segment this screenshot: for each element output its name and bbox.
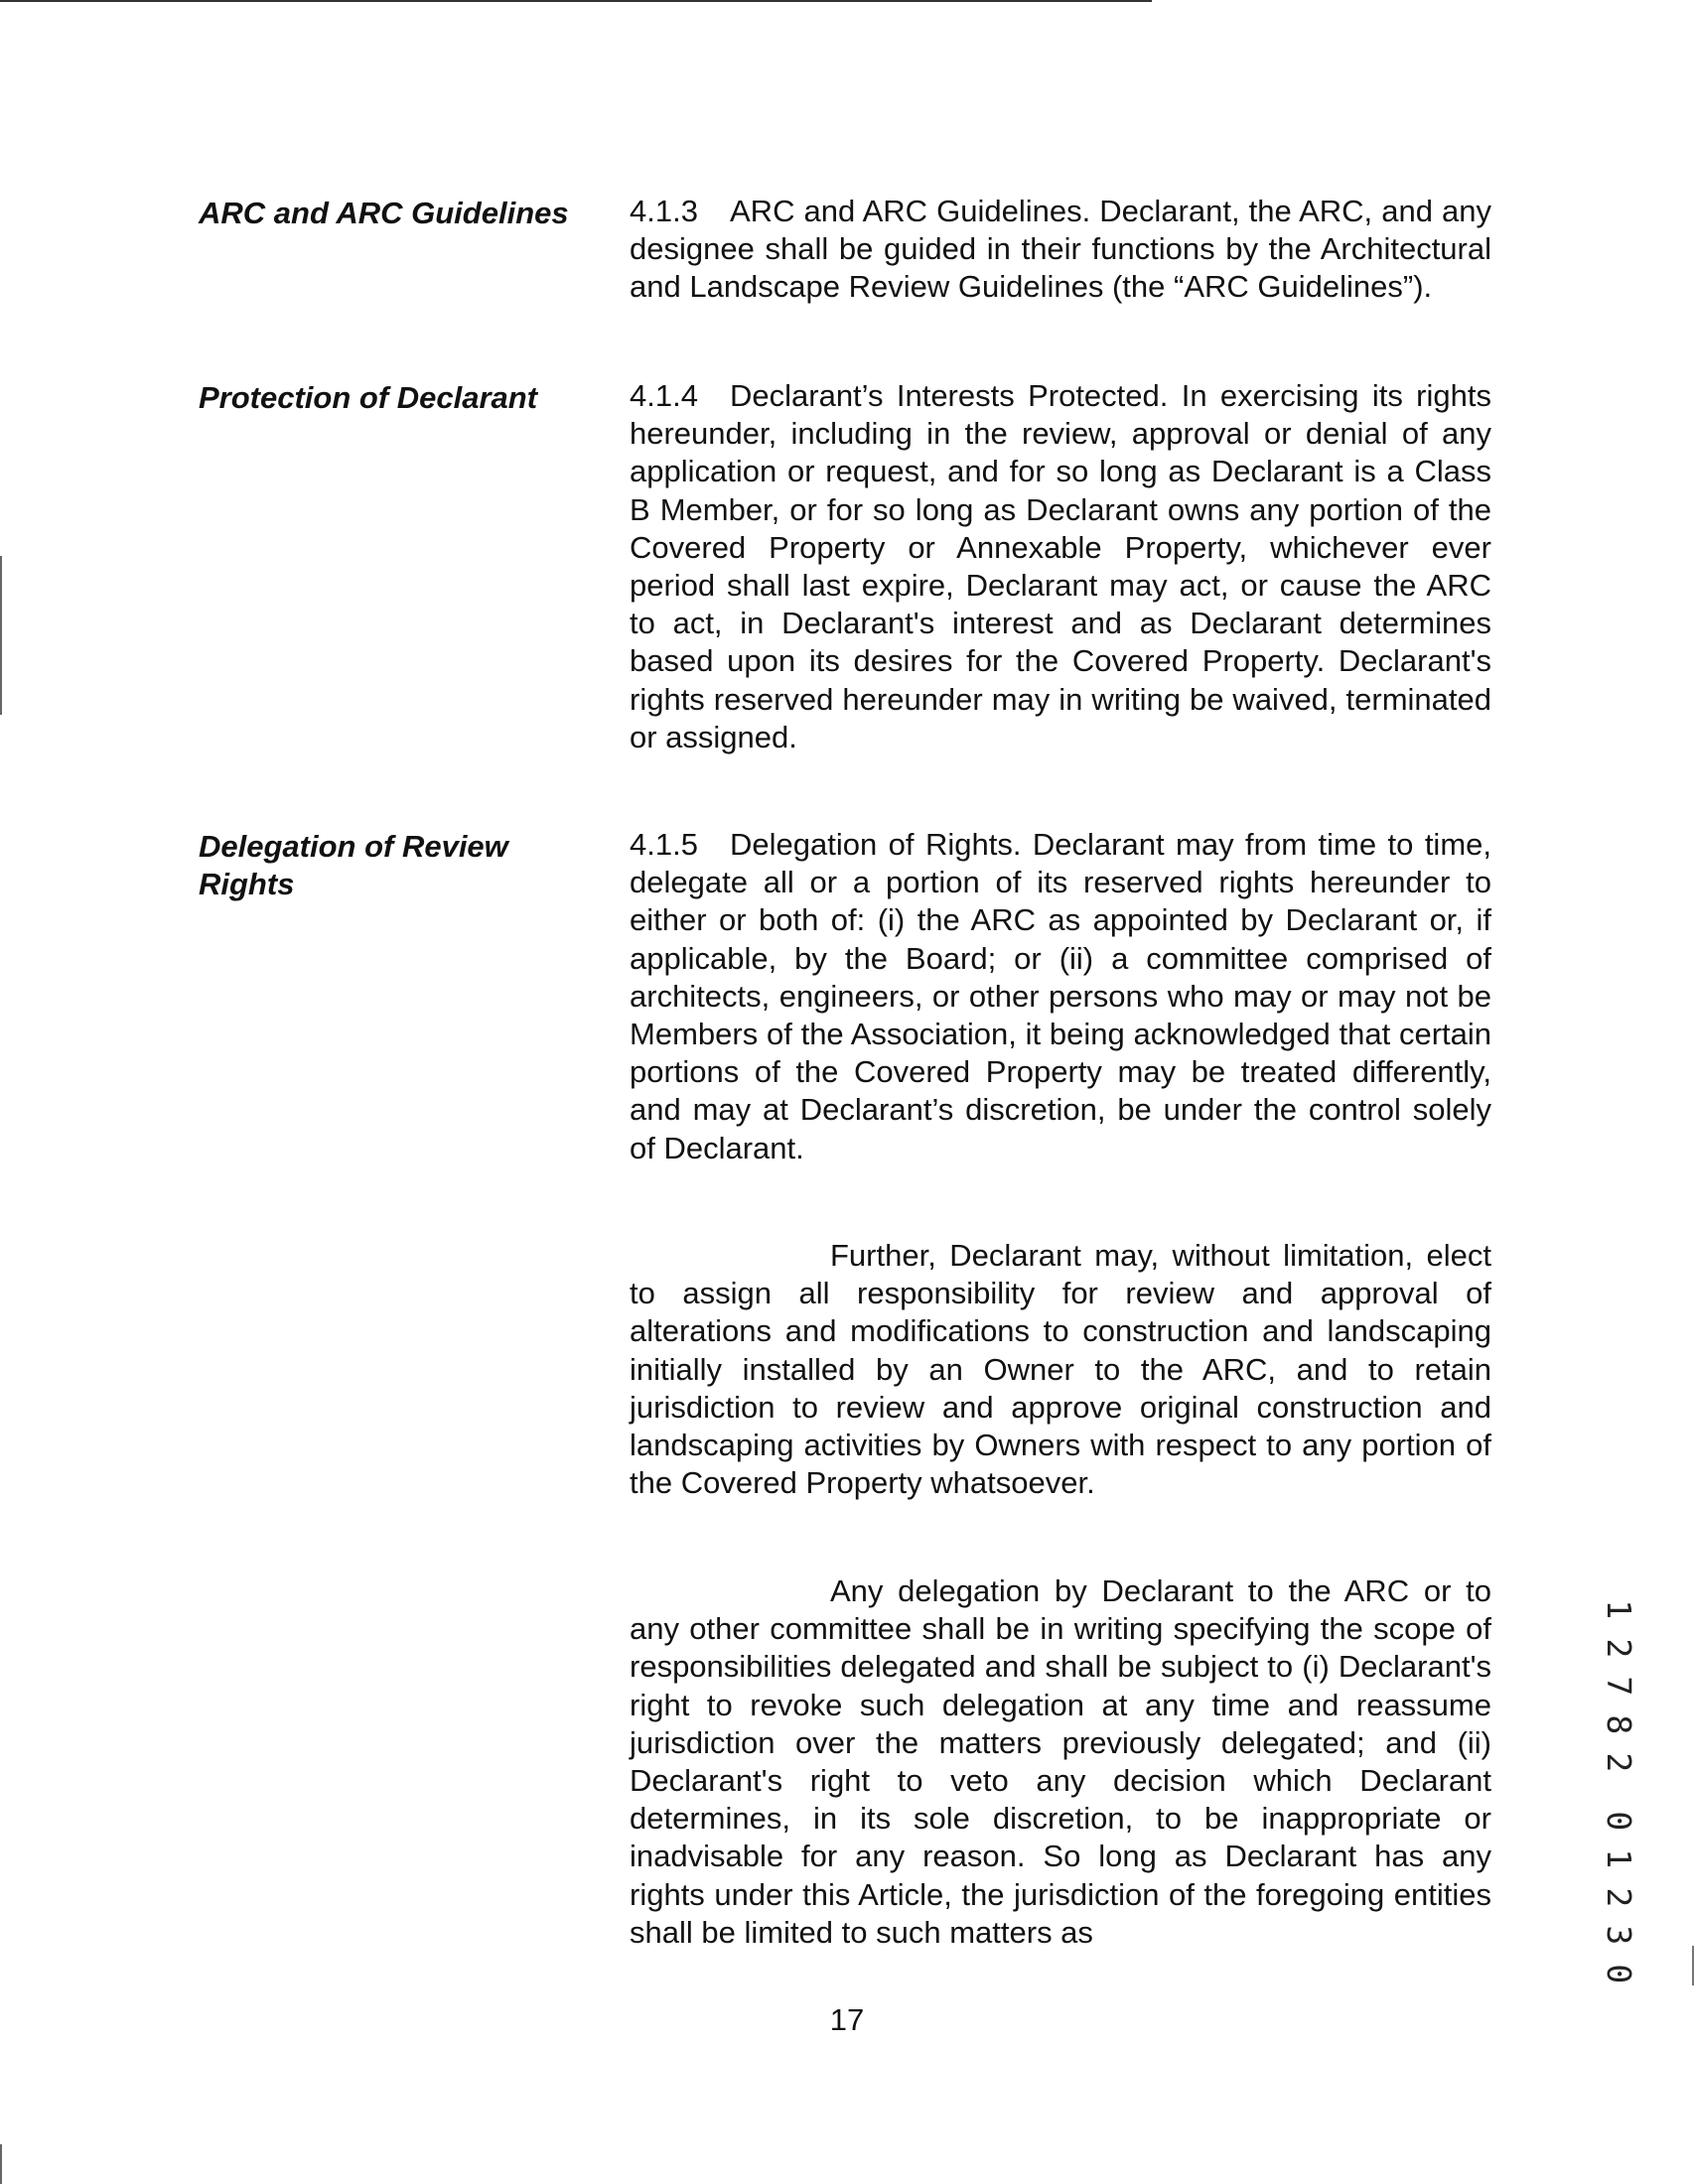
margin-heading-arc-guidelines: ARC and ARC Guidelines <box>199 196 569 230</box>
section-4-1-4-paragraph <box>630 377 1491 756</box>
section-4-1-4 <box>630 377 1491 756</box>
recording-stamp <box>1599 1590 1638 1992</box>
stamp-digit: 0 <box>1600 1963 1639 1983</box>
scan-top-border <box>0 0 1152 2</box>
section-number: 4.1.4 <box>630 378 698 413</box>
section-4-1-3-paragraph <box>630 193 1491 307</box>
section-number: 4.1.5 <box>630 827 698 862</box>
margin-heading-delegation: Delegation of Review Rights <box>199 829 508 901</box>
stamp-digit: 8 <box>1600 1713 1639 1734</box>
stamp-digit: 3 <box>1600 1925 1639 1946</box>
section-number: 4.1.3 <box>630 194 698 228</box>
stamp-line-1 <box>1600 1590 1639 1782</box>
scan-left-mark <box>0 556 2 715</box>
scan-bottom-mark <box>0 2144 2 2184</box>
page-number: 17 <box>829 2002 865 2037</box>
section-text: ARC and ARC Guidelines. Declarant, the ARC, and any designee shall be guided in their functions by the Architectural and Landscape Review Guidelines (the “ARC Guidelines”). <box>630 194 1491 305</box>
further-paragraph: Further, Declarant may, without limitation, elect to assign all responsibility for review and approval of alterations and modifications to construction and landscaping initially installed by an Owner to the ARC, and to retain jurisdiction to review and approve original construction and landscaping activities by Owners with respect to any portion of the Covered Property whatsoever. <box>630 1238 1491 1501</box>
stamp-digit: 2 <box>1600 1752 1639 1773</box>
stamp-digit: 7 <box>1600 1676 1639 1697</box>
section-4-1-5-further <box>630 1237 1491 1502</box>
stamp-digit: 2 <box>1600 1886 1639 1907</box>
section-4-1-5-paragraph <box>630 826 1491 1167</box>
delegation-paragraph: Any delegation by Declarant to the ARC or to any other committee shall be in writing specifying the scope of responsibilities delegated and shall be subject to (i) Declarant's right to revoke such delegation at any time and reassume jurisdiction over the matters previously delegated; and (ii) Declarant's right to veto any decision which Declarant determines, in its sole discretion, to be inappropriate or inadvisable for any reason. So long as Declarant has any rights under this Article, the jurisdiction of the foregoing entities shall be limited to such matters as <box>630 1573 1491 1950</box>
section-4-1-3 <box>630 193 1491 307</box>
stamp-line-2 <box>1600 1802 1639 1993</box>
margin-heading-protection: Protection of Declarant <box>199 380 538 415</box>
stamp-digit: 1 <box>1600 1599 1639 1620</box>
section-text: Declarant’s Interests Protected. In exercising its rights hereunder, including in the review, approval or denial of any application or request, and for so long as Declarant is a Class B Member, or for so long as Declarant owns any portion of the Covered Property or Annexable Property, whichever ever period shall last expire, Declarant may act, or cause the ARC to act, in Declarant's interest and as Declarant determines based upon its desires for the Covered Property. Declarant's rights reserved hereunder may in writing be waived, terminated or assigned. <box>630 378 1491 754</box>
section-text: Delegation of Rights. Declarant may from time to time, delegate all or a portion of its reserved rights hereunder to either or both of: (i) the ARC as appointed by Declarant or, if applicable, by the Board; or (ii) a committee comprised of architects, engineers, or other persons who may or may not be Members of the Association, it being acknowledged that certain portions of the Covered Property may be treated differently, and may at Declarant’s discretion, be under the control solely of Declarant. <box>630 827 1491 1165</box>
stamp-digit: 1 <box>1600 1848 1639 1869</box>
stamp-digit: 2 <box>1600 1637 1639 1658</box>
stamp-digit: 0 <box>1600 1810 1639 1831</box>
section-4-1-5-delegation <box>630 1572 1491 1952</box>
section-4-1-5 <box>630 826 1491 1167</box>
